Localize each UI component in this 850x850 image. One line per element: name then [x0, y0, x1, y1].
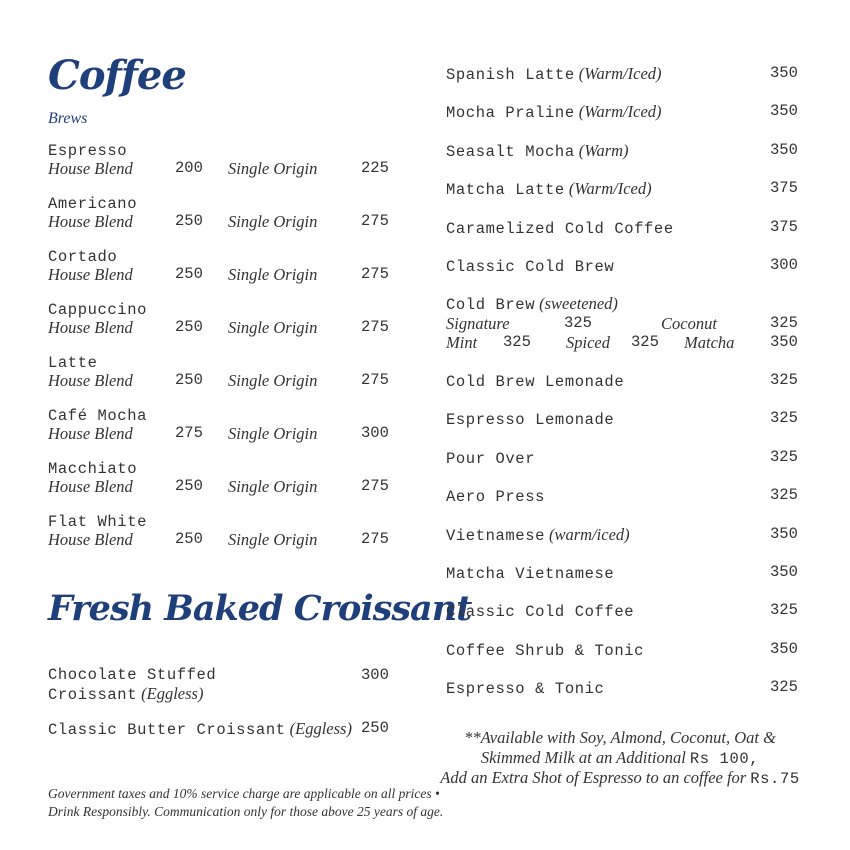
- menu-item-name: Espresso Lemonade: [446, 411, 615, 430]
- single-origin-price: 275: [361, 212, 389, 230]
- menu-item-name: Coffee Shrub & Tonic: [446, 641, 645, 660]
- menu-item-label: [446, 601, 634, 621]
- single-origin-price: 275: [361, 530, 389, 548]
- menu-item-label: [446, 256, 614, 276]
- single-origin-label: Single Origin: [228, 424, 318, 443]
- house-blend-label: House Blend: [48, 318, 133, 337]
- menu-item-label: [446, 525, 630, 545]
- menu-item-price: 325: [770, 409, 798, 428]
- menu-item-note: (Warm/Iced): [578, 64, 662, 83]
- croissant-item-price: 250: [361, 719, 389, 737]
- milk-note: [420, 728, 820, 788]
- menu-item-name: Seasalt Mocha: [446, 142, 575, 161]
- footer-line-1: Government taxes and 10% service charge are applicable on all prices •: [48, 786, 440, 801]
- menu-item-name: Cold Brew: [446, 296, 536, 314]
- coffee-heading: Coffee: [48, 52, 186, 99]
- milk-note-amount: Rs 100,: [689, 750, 760, 768]
- croissant-heading: Fresh Baked Croissant: [48, 588, 472, 629]
- croissant-item-name: Classic Butter Croissant: [48, 721, 286, 739]
- single-origin-label: Single Origin: [228, 212, 318, 231]
- coconut-label: Coconut: [661, 314, 717, 333]
- brew-name: Cappuccino: [48, 301, 148, 319]
- single-origin-label: Single Origin: [228, 159, 318, 178]
- brew-name: Flat White: [48, 513, 148, 531]
- milk-note-text: Skimmed Milk at an Additional: [480, 748, 686, 767]
- house-blend-price: 200: [175, 159, 203, 177]
- brew-name: Americano: [48, 195, 138, 213]
- menu-item-label: [446, 409, 614, 429]
- matcha-label: Matcha: [684, 333, 735, 352]
- spiced-price: 325: [631, 333, 659, 351]
- menu-item-price: 350: [770, 102, 798, 121]
- single-origin-price: 275: [361, 318, 389, 336]
- milk-note-line-2: [420, 748, 820, 768]
- croissant-item-name: Croissant: [48, 686, 138, 704]
- house-blend-price: 250: [175, 371, 203, 389]
- single-origin-price: 225: [361, 159, 389, 177]
- single-origin-price: 275: [361, 371, 389, 389]
- croissant-item-note: (Eggless): [289, 719, 352, 738]
- house-blend-label: House Blend: [48, 212, 133, 231]
- brew-name: Café Mocha: [48, 407, 148, 425]
- menu-item-price: 375: [770, 217, 798, 236]
- single-origin-price: 275: [361, 265, 389, 283]
- croissant-item-note: (Eggless): [141, 684, 204, 703]
- footer-line-2: Drink Responsibly. Communication only for those above 25 years of age.: [48, 804, 444, 819]
- single-origin-label: Single Origin: [228, 530, 318, 549]
- menu-item-name: Caramelized Cold Coffee: [446, 219, 674, 238]
- brew-name: Espresso: [48, 142, 128, 160]
- coconut-price: 325: [770, 314, 798, 332]
- menu-item-price: 350: [770, 524, 798, 543]
- house-blend-price: 250: [175, 212, 203, 230]
- menu-item-price: 350: [770, 64, 798, 82]
- signature-price: 325: [564, 314, 592, 332]
- menu-item-note: (sweetened): [539, 294, 618, 313]
- signature-label: Signature: [446, 314, 510, 333]
- croissant-item-name-line2: [48, 684, 203, 704]
- house-blend-price: 275: [175, 424, 203, 442]
- house-blend-label: House Blend: [48, 265, 133, 284]
- matcha-price: 350: [770, 333, 798, 351]
- menu-item-note: (warm/iced): [549, 524, 630, 544]
- menu-item-name: Aero Press: [446, 488, 546, 507]
- brew-name: Latte: [48, 354, 98, 372]
- menu-item-label: [446, 64, 662, 84]
- brew-name: Cortado: [48, 248, 118, 266]
- croissant-item-label: [48, 719, 352, 739]
- menu-item-price: 300: [770, 256, 798, 274]
- single-origin-price: 300: [361, 424, 389, 442]
- croissant-item-price: 300: [361, 666, 389, 684]
- menu-item-name: Classic Cold Coffee: [446, 603, 635, 622]
- menu-item-price: 350: [770, 563, 798, 581]
- milk-note-amount: Rs.75: [750, 770, 800, 788]
- menu-item-price: 325: [770, 447, 798, 466]
- menu-item-name: Espresso & Tonic: [446, 680, 605, 699]
- single-origin-label: Single Origin: [228, 265, 318, 284]
- milk-note-line-3: [420, 768, 820, 788]
- single-origin-price: 275: [361, 477, 389, 495]
- milk-note-text: Add an Extra Shot of Espresso to an coffee for: [440, 768, 747, 787]
- menu-item-label: [446, 371, 624, 391]
- house-blend-label: House Blend: [48, 530, 133, 549]
- menu-item-label: [446, 678, 604, 698]
- menu-item-name: Spanish Latte: [446, 66, 575, 84]
- menu-item-name: Matcha Latte: [446, 181, 565, 200]
- menu-item-label: [446, 563, 614, 583]
- menu-item-label: [446, 179, 652, 199]
- menu-item-price: 325: [770, 601, 798, 620]
- milk-note-line-1: **Available with Soy, Almond, Coconut, Oat &: [464, 728, 776, 747]
- menu-item-price: 325: [770, 486, 798, 505]
- menu-item-label: [446, 486, 545, 506]
- house-blend-label: House Blend: [48, 371, 133, 390]
- house-blend-label: House Blend: [48, 477, 133, 496]
- menu-item-name: Vietnamese: [446, 526, 546, 545]
- brew-name: Macchiato: [48, 460, 138, 478]
- menu-item-label: [446, 218, 674, 238]
- house-blend-price: 250: [175, 477, 203, 495]
- menu-item-price: 325: [770, 371, 798, 389]
- menu-item-name: Mocha Praline: [446, 104, 575, 123]
- croissant-item-name: Chocolate Stuffed: [48, 666, 217, 684]
- menu-item-price: 375: [770, 179, 798, 198]
- house-blend-price: 250: [175, 530, 203, 548]
- menu-item-label: [446, 141, 629, 161]
- menu-item-label: [446, 640, 644, 660]
- house-blend-label: House Blend: [48, 424, 133, 443]
- menu-item-name: Pour Over: [446, 449, 536, 468]
- mint-price: 325: [503, 333, 531, 351]
- menu-item-price: 350: [770, 140, 798, 159]
- cold-brew-label: [446, 294, 618, 314]
- menu-item-note: (Warm): [578, 140, 629, 160]
- brews-subheading: Brews: [48, 110, 88, 127]
- menu-item-name: Classic Cold Brew: [446, 258, 615, 276]
- menu-item-name: Cold Brew Lemonade: [446, 373, 625, 391]
- house-blend-label: House Blend: [48, 159, 133, 178]
- spiced-label: Spiced: [566, 333, 610, 352]
- menu-item-price: 350: [770, 639, 798, 658]
- menu-item-note: (Warm/Iced): [568, 179, 652, 199]
- house-blend-price: 250: [175, 265, 203, 283]
- mint-label: Mint: [446, 333, 478, 352]
- menu-item-note: (Warm/Iced): [578, 102, 662, 122]
- single-origin-label: Single Origin: [228, 371, 318, 390]
- menu-item-label: [446, 448, 535, 468]
- menu-item-label: [446, 102, 662, 122]
- menu-item-name: Matcha Vietnamese: [446, 565, 615, 583]
- menu-item-price: 325: [770, 678, 798, 697]
- single-origin-label: Single Origin: [228, 477, 318, 496]
- house-blend-price: 250: [175, 318, 203, 336]
- single-origin-label: Single Origin: [228, 318, 318, 337]
